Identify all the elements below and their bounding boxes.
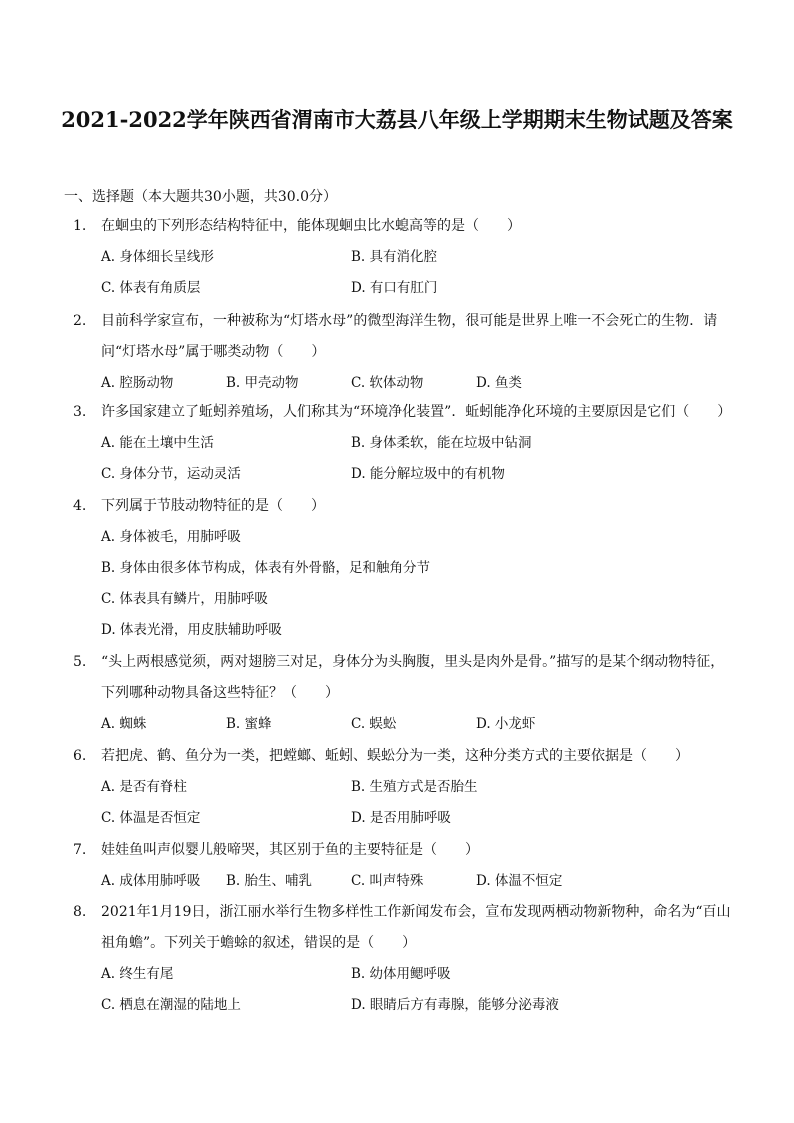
options-row <box>101 273 733 304</box>
option-d: D. 能分解垃圾中的有机物 <box>351 466 505 482</box>
option-c: C. 软体动物 <box>351 375 424 391</box>
option-d: D. 鱼类 <box>476 375 522 391</box>
question-1 <box>73 211 733 304</box>
option-b: B. 身体柔软，能在垃圾中钻洞 <box>351 435 532 451</box>
option-b: B. 甲壳动物 <box>226 375 299 391</box>
question-number: 6. <box>73 748 87 764</box>
option-a: A. 能在土壤中生活 <box>101 435 214 451</box>
option-a: A. 蜘蛛 <box>101 716 147 732</box>
option-c: C. 叫声特殊 <box>351 873 424 889</box>
question-4 <box>73 491 733 646</box>
question-number: 2. <box>73 313 87 329</box>
question-stem: 在蛔虫的下列形态结构特征中，能体现蛔虫比水螅高等的是（ ） <box>101 218 521 234</box>
options-row <box>101 990 733 1021</box>
option-d: D. 是否用肺呼吸 <box>351 810 451 826</box>
section-heading: 一、选择题（本大题共30小题，共30.0分） <box>64 189 337 205</box>
question-stem: “头上两根感觉须，两对翅膀三对足，身体分为头胸腹，里头是肉外是骨。”描写的是某个纲动物特征，下列哪种动物具备这些特征？（ ） <box>101 654 725 701</box>
options-row <box>101 428 733 459</box>
option-b: B. 具有消化腔 <box>351 249 438 265</box>
question-stem: 许多国家建立了蚯蚓养殖场，人们称其为“环境净化装置”．蚯蚓能净化环境的主要原因是它们（ ） <box>101 404 732 420</box>
option-b: B. 身体由很多体节构成，体表有外骨骼，足和触角分节 <box>101 560 431 576</box>
option-a: A. 终生有尾 <box>101 966 174 982</box>
question-6 <box>73 741 733 834</box>
question-number: 3. <box>73 404 87 420</box>
question-stem: 2021年1月19日，浙江丽水举行生物多样性工作新闻发布会，宣布发现两栖动物新物种，命名为“百山祖角蟾”。下列关于蟾蜍的叙述，错误的是（ ） <box>101 904 731 951</box>
option-c: C. 身体分节，运动灵活 <box>101 466 241 482</box>
options-row <box>101 803 733 834</box>
option-b: B. 蜜蜂 <box>226 716 272 732</box>
options-row <box>101 709 733 740</box>
option-a: A. 是否有脊柱 <box>101 779 187 795</box>
question-number: 8. <box>73 904 87 920</box>
option-b: B. 幼体用鳃呼吸 <box>351 966 451 982</box>
options-row <box>101 959 733 990</box>
option-d: D. 体表光滑，用皮肤辅助呼吸 <box>101 622 282 638</box>
options-row <box>101 368 733 399</box>
question-stem: 若把虎、鹤、鱼分为一类，把螳螂、蚯蚓、蜈蚣分为一类，这种分类方式的主要依据是（ ） <box>101 748 689 764</box>
question-2 <box>73 306 733 399</box>
question-stem: 目前科学家宣布，一种被称为“灯塔水母”的微型海洋生物，很可能是世界上唯一不会死亡的生物．请问“灯塔水母”属于哪类动物（ ） <box>101 313 718 360</box>
option-d: D. 有口有肛门 <box>351 280 438 296</box>
option-d: D. 小龙虾 <box>476 716 536 732</box>
option-c: C. 体温是否恒定 <box>101 810 201 826</box>
options-row <box>101 584 733 615</box>
option-c: C. 栖息在潮湿的陆地上 <box>101 997 241 1013</box>
question-number: 1. <box>73 218 87 234</box>
options-row <box>101 615 733 646</box>
option-a: A. 身体被毛，用肺呼吸 <box>101 529 241 545</box>
question-stem: 娃娃鱼叫声似婴儿般啼哭，其区别于鱼的主要特征是（ ） <box>101 842 479 858</box>
question-stem: 下列属于节肢动物特征的是（ ） <box>101 498 325 514</box>
document-title: 2021-2022学年陕西省渭南市大荔县八年级上学期期末生物试题及答案 <box>61 107 733 132</box>
options-row <box>101 866 733 897</box>
question-number: 5. <box>73 654 87 670</box>
question-number: 4. <box>73 498 87 514</box>
option-c: C. 体表具有鳞片，用肺呼吸 <box>101 591 268 607</box>
options-row <box>101 459 733 490</box>
option-d: D. 眼睛后方有毒腺，能够分泌毒液 <box>351 997 559 1013</box>
options-row <box>101 772 733 803</box>
option-c: C. 蜈蚣 <box>351 716 397 732</box>
option-b: B. 胎生、哺乳 <box>226 873 313 889</box>
option-b: B. 生殖方式是否胎生 <box>351 779 478 795</box>
question-3 <box>73 397 733 490</box>
options-row <box>101 553 733 584</box>
option-a: A. 成体用肺呼吸 <box>101 873 201 889</box>
question-5 <box>73 647 733 740</box>
option-d: D. 体温不恒定 <box>476 873 563 889</box>
question-number: 7. <box>73 842 87 858</box>
options-row <box>101 522 733 553</box>
option-a: A. 身体细长呈线形 <box>101 249 214 265</box>
option-c: C. 体表有角质层 <box>101 280 201 296</box>
option-a: A. 腔肠动物 <box>101 375 174 391</box>
question-7 <box>73 835 733 897</box>
question-8 <box>73 897 733 1021</box>
options-row <box>101 242 733 273</box>
